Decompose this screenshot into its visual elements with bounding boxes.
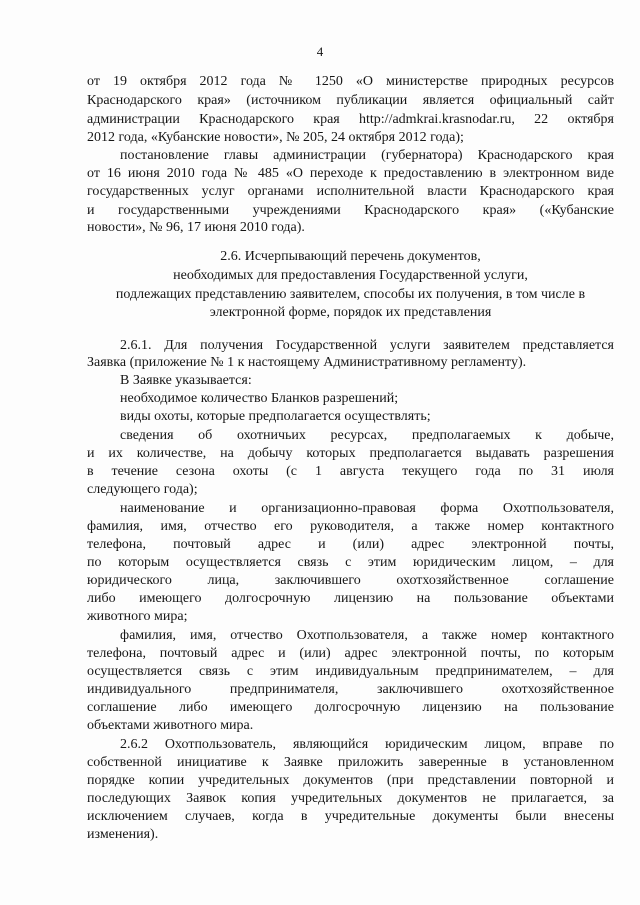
section-heading: необходимых для предоставления Государственной услуги, — [173, 268, 528, 283]
text-line: объектами животного мира. — [87, 718, 254, 733]
section-heading: подлежащих представлению заявителем, способы их получения, в том числе в — [115, 287, 586, 302]
text-line: виды охоты, которые предполагается осуществлять; — [120, 409, 431, 424]
text-line: исключением случаев, когда в учредительные документы были внесены — [87, 809, 614, 824]
text-line: соглашение либо имеющего долгосрочную лицензию на пользование — [87, 700, 614, 715]
text-line: порядке копии учредительных документов (при представлении повторной и — [87, 773, 614, 788]
text-line: собственной инициативе к Заявке приложить заверенные в установленном — [87, 755, 614, 770]
text-line: животного мира; — [87, 609, 188, 624]
text-line: от 19 октября 2012 года № 1250 «О министерстве природных ресурсов — [87, 74, 614, 89]
text-line: постановление главы администрации (губернатора) Краснодарского края — [120, 148, 614, 163]
text-line: администрации Краснодарского края http://admkrai.krasnodar.ru, 22 октября — [87, 112, 614, 127]
text-line: и государственными учреждениями Краснодарского края» («Кубанские — [87, 203, 614, 218]
section-heading: электронной форме, порядок их представления — [209, 305, 492, 320]
text-line: 2.6.1. Для получения Государственной услуги заявителем представляется — [120, 338, 614, 353]
text-line: либо имеющего долгосрочную лицензию на пользование объектами — [87, 591, 614, 606]
text-line: осуществляется связь с этим индивидуальным предпринимателем, – для — [87, 664, 614, 679]
text-line: наименование и организационно-правовая форма Охотпользователя, — [120, 501, 614, 516]
text-line: государственных услуг органами исполнительной власти Краснодарского края — [87, 184, 614, 199]
section-heading: 2.6. Исчерпывающий перечень документов, — [220, 249, 481, 264]
text-line: индивидуального предпринимателя, заключившего охотхозяйственное — [87, 682, 614, 697]
text-line: фамилия, имя, отчество Охотпользователя, а также номер контактного — [120, 628, 614, 643]
text-line: фамилия, имя, отчество его руководителя, а также номер контактного — [87, 519, 614, 534]
text-line: юридического лица, заключившего охотхозяйственное соглашение — [87, 573, 614, 588]
text-line: по которым осуществляется связь с этим юридическим лицом, – для — [87, 555, 614, 570]
text-line: новости», № 96, 17 июня 2010 года). — [87, 220, 305, 235]
text-line: и их количестве, на добычу которых предполагается выдавать разрешения — [87, 446, 614, 461]
text-line: Краснодарского края» (источником публикации является официальный сайт — [87, 93, 614, 108]
text-line: последующих Заявок копия учредительных документов не прилагается, за — [87, 791, 614, 806]
text-line: следующего года); — [87, 482, 198, 497]
page-number: 4 — [316, 44, 324, 59]
text-line: телефона, почтовый адрес и (или) адрес электронной почты, по которым — [87, 646, 614, 661]
text-line: необходимое количество Бланков разрешений; — [120, 391, 399, 406]
text-line: изменения). — [87, 827, 159, 842]
text-line: Заявка (приложение № 1 к настоящему Административному регламенту). — [87, 355, 527, 370]
text-line: 2.6.2 Охотпользователь, являющийся юридическим лицом, вправе по — [120, 737, 614, 752]
text-line: В Заявке указывается: — [120, 373, 252, 388]
text-line: телефона, почтовый адрес и (или) адрес электронной почты, — [87, 537, 614, 552]
text-line: 2012 года, «Кубанские новости», № 205, 24 октября 2012 года); — [87, 130, 464, 145]
text-line: сведения об охотничьих ресурсах, предполагаемых к добыче, — [120, 428, 614, 443]
text-line: в течение сезона охоты (с 1 августа текущего года по 31 июля — [87, 464, 614, 479]
text-line: от 16 июня 2010 года № 485 «О переходе к предоставлению в электронном виде — [87, 166, 614, 181]
